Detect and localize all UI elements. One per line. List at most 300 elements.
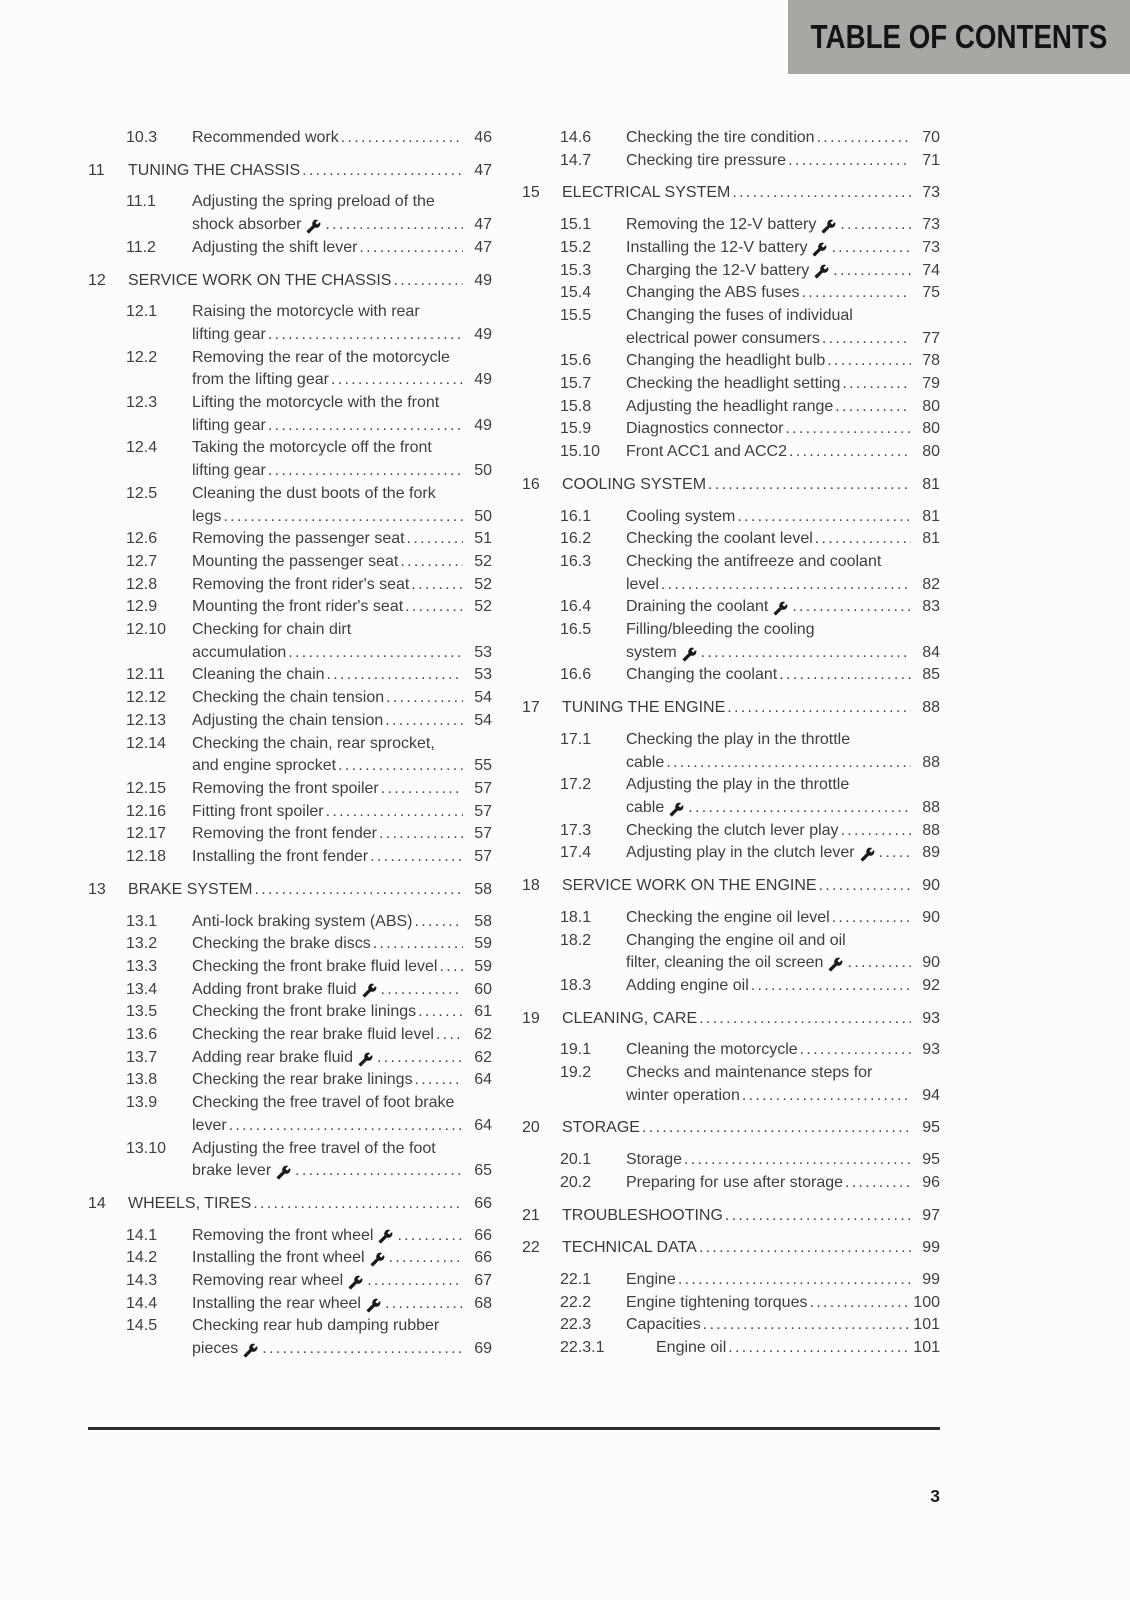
entry-title: Checking the clutch lever play xyxy=(626,821,839,839)
dot-leader xyxy=(268,324,463,347)
dot-leader xyxy=(727,697,911,720)
toc-entry xyxy=(522,528,940,551)
entry-page-number: 58 xyxy=(474,880,492,898)
entry-body xyxy=(192,911,492,934)
entry-number: 16 xyxy=(522,475,540,493)
entry-body xyxy=(192,1315,492,1360)
entry-title: Fitting front spoiler xyxy=(192,802,324,820)
entry-lastline xyxy=(626,1149,940,1172)
entry-body xyxy=(562,697,940,720)
entry-lastline xyxy=(626,1039,940,1062)
entry-title: CLEANING, CARE xyxy=(562,1009,698,1027)
entry-title: SERVICE WORK ON THE CHASSIS xyxy=(128,271,392,289)
entry-lastline xyxy=(192,710,492,733)
entry-body xyxy=(192,301,492,346)
entry-lastline xyxy=(192,1338,492,1361)
entry-title: Removing the front wheel xyxy=(192,1226,374,1244)
entry-lastline xyxy=(562,875,940,898)
toc-entry xyxy=(522,664,940,687)
entry-title: Cleaning the chain xyxy=(192,666,325,684)
entry-page-number: 92 xyxy=(922,976,940,994)
toc-entry xyxy=(522,418,940,441)
entry-title: Checking the brake discs xyxy=(192,935,371,953)
toc-entry xyxy=(88,1138,492,1183)
entry-body xyxy=(626,214,940,237)
toc-entry xyxy=(522,1337,940,1360)
page-header-band xyxy=(788,0,1130,74)
dot-leader xyxy=(642,1117,911,1140)
toc-entry xyxy=(88,710,492,733)
entry-lastline xyxy=(626,506,940,529)
entry-number: 15 xyxy=(522,184,540,202)
wrench-icon xyxy=(358,1052,373,1067)
dot-leader xyxy=(379,823,463,846)
dot-leader xyxy=(400,551,463,574)
entry-title: Preparing for use after storage xyxy=(626,1173,844,1191)
dot-leader xyxy=(389,1247,463,1270)
toc-entry xyxy=(88,733,492,778)
entry-lastline xyxy=(192,1024,492,1047)
entry-number: 15.6 xyxy=(560,352,592,370)
entry-title: Storage xyxy=(626,1151,683,1169)
entry-line: Checking the free travel of foot brake xyxy=(192,1094,455,1112)
entry-lastline xyxy=(562,1237,940,1260)
entry-number: 12.9 xyxy=(126,598,158,616)
entry-page-number: 54 xyxy=(474,689,492,707)
entry-title: cable xyxy=(626,753,665,771)
entry-number: 16.2 xyxy=(560,530,592,548)
entry-lastline xyxy=(626,1314,940,1337)
entry-number: 17.1 xyxy=(560,730,592,748)
entry-body xyxy=(626,664,940,687)
entry-number: 12.1 xyxy=(126,303,158,321)
entry-line: Filling/bleeding the cooling xyxy=(626,621,815,639)
entry-title: Installing the rear wheel xyxy=(192,1294,361,1312)
entry-lastline xyxy=(626,328,940,351)
entry-page-number: 85 xyxy=(922,666,940,684)
entry-page-number: 50 xyxy=(474,507,492,525)
entry-lastline xyxy=(192,1047,492,1070)
entry-page-number: 81 xyxy=(922,475,940,493)
toc-entry xyxy=(522,1314,940,1337)
entry-title: WHEELS, TIRES xyxy=(128,1194,252,1212)
entry-lastline xyxy=(626,373,940,396)
dot-leader xyxy=(415,1069,463,1092)
entry-body xyxy=(192,846,492,869)
entry-page-number: 55 xyxy=(474,757,492,775)
entry-title: STORAGE xyxy=(562,1119,640,1137)
entry-page-number: 62 xyxy=(474,1026,492,1044)
toc-entry xyxy=(522,282,940,305)
dot-leader xyxy=(381,979,463,1002)
entry-lastline xyxy=(626,975,940,998)
toc-entry xyxy=(88,979,492,1002)
entry-lastline xyxy=(192,664,492,687)
entry-body xyxy=(192,1225,492,1248)
dot-leader xyxy=(742,1085,911,1108)
entry-page-number: 89 xyxy=(922,844,940,862)
dot-leader xyxy=(295,1160,463,1183)
entry-page-number: 51 xyxy=(474,530,492,548)
entry-body xyxy=(562,1008,940,1031)
entry-page-number: 73 xyxy=(922,216,940,234)
entry-body xyxy=(626,930,940,975)
entry-title: Checking the coolant level xyxy=(626,530,813,548)
dot-leader xyxy=(732,182,911,205)
entry-body xyxy=(626,305,940,350)
entry-body xyxy=(626,528,940,551)
entry-page-number: 93 xyxy=(922,1009,940,1027)
wrench-icon xyxy=(773,601,788,616)
entry-body xyxy=(626,619,940,664)
toc-entry xyxy=(522,1062,940,1107)
entry-title: BRAKE SYSTEM xyxy=(128,880,253,898)
wrench-icon xyxy=(370,1252,385,1267)
entry-page-number: 71 xyxy=(922,151,940,169)
entry-page-number: 90 xyxy=(922,908,940,926)
entry-page-number: 49 xyxy=(474,325,492,343)
entry-title: Adjusting play in the clutch lever xyxy=(626,844,855,862)
toc-entry xyxy=(522,237,940,260)
dot-leader xyxy=(405,596,463,619)
entry-number: 16.3 xyxy=(560,552,592,570)
entry-page-number: 52 xyxy=(474,575,492,593)
entry-body xyxy=(626,907,940,930)
entry-page-number: 101 xyxy=(913,1339,940,1357)
entry-body xyxy=(562,875,940,898)
entry-number: 22.2 xyxy=(560,1293,592,1311)
entry-page-number: 97 xyxy=(922,1206,940,1224)
entry-lastline xyxy=(192,687,492,710)
toc-entry xyxy=(88,237,492,260)
dot-leader xyxy=(341,127,463,150)
dot-leader xyxy=(728,1337,908,1360)
entry-number: 16.6 xyxy=(560,666,592,684)
toc-entry xyxy=(88,823,492,846)
entry-body xyxy=(626,1039,940,1062)
entry-lastline xyxy=(626,214,940,237)
entry-lastline xyxy=(626,528,940,551)
entry-page-number: 59 xyxy=(474,957,492,975)
toc-entry xyxy=(522,697,940,720)
entry-body xyxy=(626,506,940,529)
toc-entry xyxy=(88,1270,492,1293)
toc-entry xyxy=(88,1047,492,1070)
toc-entry xyxy=(522,907,940,930)
entry-line: Changing the fuses of individual xyxy=(626,306,853,324)
wrench-icon xyxy=(306,219,321,234)
toc-entry xyxy=(522,930,940,975)
entry-lastline xyxy=(626,260,940,283)
entry-lastline xyxy=(192,778,492,801)
entry-page-number: 77 xyxy=(922,329,940,347)
entry-number: 14.6 xyxy=(560,129,592,146)
entry-number: 14.5 xyxy=(126,1317,158,1335)
entry-number: 15.3 xyxy=(560,261,592,279)
entry-page-number: 82 xyxy=(922,575,940,593)
toc-entry xyxy=(88,347,492,392)
entry-body xyxy=(626,1149,940,1172)
entry-title: Removing the passenger seat xyxy=(192,530,405,548)
entry-number: 13.10 xyxy=(126,1139,167,1157)
toc-entry xyxy=(88,392,492,437)
wrench-icon xyxy=(814,264,829,279)
dot-leader xyxy=(439,956,463,979)
wrench-icon xyxy=(669,802,684,817)
dot-leader xyxy=(386,687,463,710)
entry-number: 12.14 xyxy=(126,734,167,752)
entry-lastline xyxy=(626,441,940,464)
entry-title: Changing the coolant xyxy=(626,666,778,684)
wrench-icon xyxy=(812,242,827,257)
entry-line: Taking the motorcycle off the front xyxy=(192,439,432,457)
footer-rule xyxy=(88,1427,940,1430)
dot-leader xyxy=(831,237,911,260)
entry-lastline xyxy=(656,1337,940,1360)
entry-lastline xyxy=(192,801,492,824)
entry-lastline xyxy=(192,574,492,597)
entry-line: Checking the play in the throttle xyxy=(626,730,851,748)
entry-title: Cleaning the motorcycle xyxy=(626,1041,798,1059)
entry-line: Cleaning the dust boots of the fork xyxy=(192,484,436,502)
entry-page-number: 52 xyxy=(474,552,492,570)
entry-title: Checking the headlight setting xyxy=(626,375,841,393)
entry-page-number: 75 xyxy=(922,284,940,302)
entry-lastline xyxy=(626,350,940,373)
wrench-icon xyxy=(362,983,377,998)
dot-leader xyxy=(436,1024,463,1047)
entry-title: Diagnostics connector xyxy=(626,420,784,438)
toc-entry xyxy=(522,1292,940,1315)
entry-body xyxy=(192,823,492,846)
entry-lastline xyxy=(192,1247,492,1270)
toc-entry xyxy=(88,483,492,528)
toc-entry xyxy=(88,1315,492,1360)
entry-body xyxy=(192,1247,492,1270)
entry-title: accumulation xyxy=(192,643,287,661)
entry-page-number: 61 xyxy=(474,1003,492,1021)
entry-body xyxy=(192,933,492,956)
entry-lastline xyxy=(562,697,940,720)
entry-page-number: 64 xyxy=(474,1071,492,1089)
entry-page-number: 67 xyxy=(474,1272,492,1290)
entry-number: 12.3 xyxy=(126,394,158,412)
dot-leader xyxy=(809,1292,908,1315)
entry-title: Removing the front fender xyxy=(192,825,377,843)
dot-leader xyxy=(229,1115,463,1138)
entry-title: winter operation xyxy=(626,1086,740,1104)
toc-entry xyxy=(522,350,940,373)
entry-page-number: 65 xyxy=(474,1162,492,1180)
toc-entry xyxy=(522,305,940,350)
toc-entry xyxy=(88,1001,492,1024)
entry-page-number: 81 xyxy=(922,530,940,548)
entry-number: 13.9 xyxy=(126,1094,158,1112)
entry-number: 22.1 xyxy=(560,1270,592,1288)
entry-number: 12.12 xyxy=(126,689,167,707)
entry-number: 13.1 xyxy=(126,912,158,930)
entry-number: 18.3 xyxy=(560,976,592,994)
toc-entry xyxy=(522,182,940,205)
entry-title: Adding rear brake fluid xyxy=(192,1048,353,1066)
entry-title: pieces xyxy=(192,1340,239,1358)
entry-lastline xyxy=(192,506,492,529)
toc-entry xyxy=(88,846,492,869)
toc-entry xyxy=(88,270,492,293)
dot-leader xyxy=(288,642,463,665)
entry-title: TROUBLESHOOTING xyxy=(562,1206,723,1224)
entry-page-number: 95 xyxy=(922,1119,940,1137)
entry-number: 21 xyxy=(522,1206,540,1224)
entry-title: level xyxy=(626,575,659,593)
toc-entry xyxy=(522,441,940,464)
entry-lastline xyxy=(192,642,492,665)
entry-lastline xyxy=(192,956,492,979)
entry-lastline xyxy=(192,823,492,846)
entry-title: Removing rear wheel xyxy=(192,1272,344,1290)
entry-body xyxy=(562,1237,940,1260)
toc-entry xyxy=(88,619,492,664)
entry-lastline xyxy=(192,1270,492,1293)
dot-leader xyxy=(835,396,911,419)
entry-number: 13.2 xyxy=(126,935,158,953)
entry-title: filter, cleaning the oil screen xyxy=(626,954,824,972)
entry-lastline xyxy=(192,324,492,347)
dot-leader xyxy=(418,1001,463,1024)
toc-entry xyxy=(522,1117,940,1140)
wrench-icon xyxy=(366,1298,381,1313)
entry-lastline xyxy=(626,282,940,305)
entry-title: Recommended work xyxy=(192,129,339,146)
entry-number: 12.17 xyxy=(126,825,167,843)
entry-title: TUNING THE CHASSIS xyxy=(128,161,301,179)
dot-leader xyxy=(223,506,463,529)
entry-line: Checks and maintenance steps for xyxy=(626,1064,873,1082)
entry-title: Checking the tire condition xyxy=(626,129,815,146)
entry-body xyxy=(626,1292,940,1315)
entry-body xyxy=(192,1293,492,1316)
entry-line: Lifting the motorcycle with the front xyxy=(192,394,440,412)
entry-body xyxy=(192,664,492,687)
dot-leader xyxy=(708,474,911,497)
entry-number: 22.3.1 xyxy=(560,1339,605,1357)
entry-lastline xyxy=(626,418,940,441)
dot-leader xyxy=(699,1237,911,1260)
dot-leader xyxy=(827,350,911,373)
entry-page-number: 49 xyxy=(474,271,492,289)
toc-entry xyxy=(522,260,940,283)
entry-body xyxy=(626,441,940,464)
entry-lastline xyxy=(562,474,940,497)
page-title: TABLE OF CONTENTS xyxy=(810,18,1108,55)
dot-leader xyxy=(845,1172,911,1195)
entry-lastline xyxy=(192,1293,492,1316)
entry-number: 20.2 xyxy=(560,1173,592,1191)
entry-number: 12.7 xyxy=(126,552,158,570)
toc-entry xyxy=(522,214,940,237)
entry-title: brake lever xyxy=(192,1162,272,1180)
entry-lastline xyxy=(626,237,940,260)
entry-title: shock absorber xyxy=(192,216,302,234)
dot-leader xyxy=(688,797,911,820)
entry-number: 22.3 xyxy=(560,1316,592,1334)
entry-page-number: 81 xyxy=(922,507,940,525)
entry-lastline xyxy=(128,270,492,293)
entry-number: 15.5 xyxy=(560,306,592,324)
toc-column xyxy=(522,127,940,1361)
entry-number: 19 xyxy=(522,1009,540,1027)
entry-page-number: 57 xyxy=(474,802,492,820)
entry-page-number: 66 xyxy=(474,1249,492,1267)
toc-entry xyxy=(88,879,492,902)
entry-title: lifting gear xyxy=(192,462,266,480)
entry-page-number: 96 xyxy=(922,1173,940,1191)
entry-title: Adding engine oil xyxy=(626,976,749,994)
toc-entry xyxy=(522,1172,940,1195)
entry-number: 19.2 xyxy=(560,1064,592,1082)
entry-number: 14 xyxy=(88,1194,106,1212)
entry-number: 13.4 xyxy=(126,980,158,998)
toc-entry xyxy=(88,1069,492,1092)
dot-leader xyxy=(415,911,463,934)
page-number: 3 xyxy=(930,1486,940,1506)
entry-title: Engine oil xyxy=(656,1339,727,1357)
entry-number: 11.2 xyxy=(126,238,156,256)
dot-leader xyxy=(789,441,911,464)
entry-lastline xyxy=(128,160,492,183)
toc-entry xyxy=(88,1024,492,1047)
entry-lastline xyxy=(562,1117,940,1140)
entry-page-number: 68 xyxy=(474,1294,492,1312)
entry-number: 15.8 xyxy=(560,397,592,415)
entry-lastline xyxy=(626,1292,940,1315)
dot-leader xyxy=(751,975,911,998)
entry-number: 12.8 xyxy=(126,575,158,593)
dot-leader xyxy=(373,933,463,956)
entry-body xyxy=(192,347,492,392)
entry-page-number: 47 xyxy=(474,216,492,234)
entry-title: from the lifting gear xyxy=(192,371,329,389)
entry-title: Engine tightening torques xyxy=(626,1293,808,1311)
entry-number: 10.3 xyxy=(126,129,158,146)
entry-body xyxy=(626,1269,940,1292)
toc-entry xyxy=(522,820,940,843)
entry-body xyxy=(192,1069,492,1092)
entry-lastline xyxy=(192,551,492,574)
entry-body xyxy=(192,956,492,979)
entry-lastline xyxy=(562,182,940,205)
entry-title: legs xyxy=(192,507,222,525)
toc-entry xyxy=(88,933,492,956)
wrench-icon xyxy=(276,1165,291,1180)
toc-entry xyxy=(522,373,940,396)
dot-leader xyxy=(393,270,463,293)
entry-page-number: 57 xyxy=(474,825,492,843)
entry-number: 14.7 xyxy=(560,151,592,169)
entry-title: ELECTRICAL SYSTEM xyxy=(562,184,731,202)
entry-lastline xyxy=(192,1160,492,1183)
toc-entry xyxy=(522,729,940,774)
dot-leader xyxy=(699,1008,911,1031)
entry-number: 11.1 xyxy=(126,193,156,211)
entry-page-number: 93 xyxy=(922,1041,940,1059)
dot-leader xyxy=(666,752,911,775)
entry-number: 16.5 xyxy=(560,621,592,639)
dot-leader xyxy=(815,528,911,551)
toc-entry xyxy=(522,127,940,150)
entry-page-number: 66 xyxy=(474,1194,492,1212)
dot-leader xyxy=(822,328,911,351)
